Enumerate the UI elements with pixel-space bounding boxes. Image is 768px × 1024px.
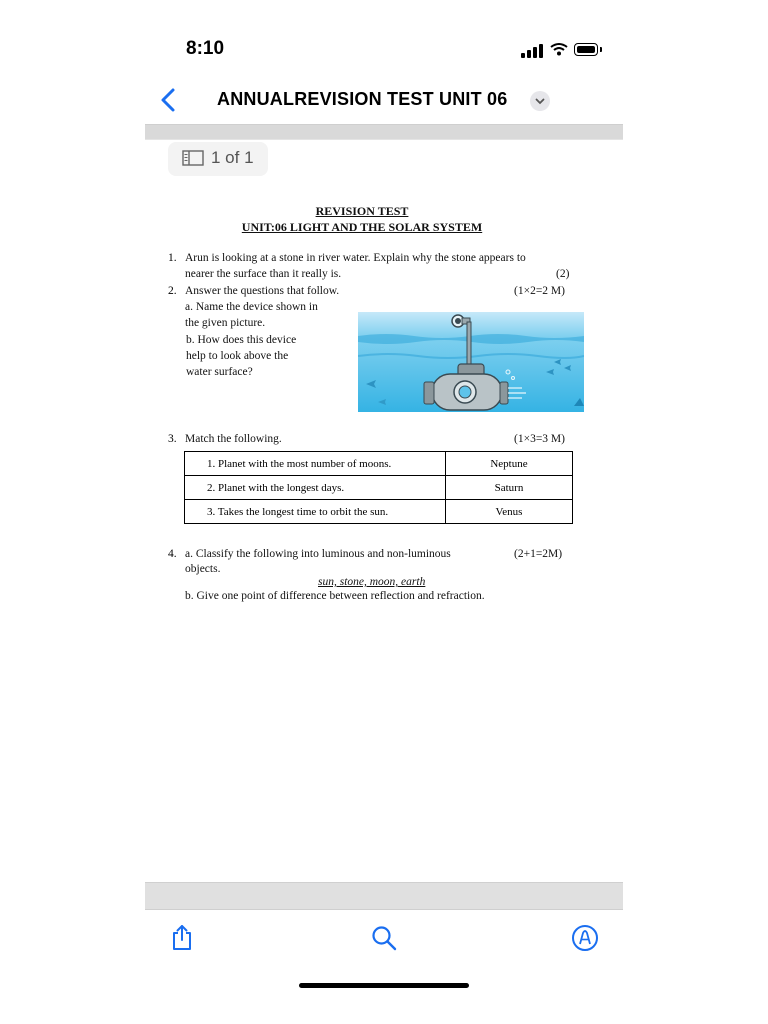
page-count-text: 1 of 1 bbox=[211, 148, 254, 167]
markup-icon[interactable] bbox=[571, 924, 599, 952]
q1-text-line1: Arun is looking at a stone in river water. Explain why the stone appears to bbox=[185, 252, 526, 264]
wifi-icon bbox=[550, 42, 568, 56]
back-chevron-icon[interactable] bbox=[158, 86, 180, 114]
match-left-cell: 2. Planet with the longest days. bbox=[185, 476, 446, 500]
battery-icon bbox=[574, 43, 598, 56]
match-left-cell: 1. Planet with the most number of moons. bbox=[185, 452, 446, 476]
q4-b-text: b. Give one point of difference between reflection and refraction. bbox=[185, 590, 485, 602]
table-row bbox=[185, 452, 573, 476]
table-row bbox=[185, 500, 573, 524]
top-page-separator bbox=[145, 124, 623, 140]
q2-a-line2: the given picture. bbox=[185, 317, 266, 329]
q4-number: 4. bbox=[168, 548, 177, 560]
q2-a-line1: a. Name the device shown in bbox=[185, 301, 318, 313]
match-left-cell: 3. Takes the longest time to orbit the sun. bbox=[185, 500, 446, 524]
q1-text-line2: nearer the surface than it really is. bbox=[185, 268, 342, 280]
q2-b-line1: b. How does this device bbox=[186, 334, 297, 346]
q4-marks: (2+1=2M) bbox=[514, 548, 563, 560]
cellular-signal-icon bbox=[521, 44, 545, 58]
q2-number: 2. bbox=[168, 285, 177, 297]
periscope-submarine-picture bbox=[358, 312, 584, 412]
q4-a-line1: a. Classify the following into luminous and non-luminous bbox=[185, 548, 451, 560]
bottom-page-separator bbox=[145, 882, 623, 910]
match-right-cell: Neptune bbox=[446, 452, 573, 476]
match-right-cell: Venus bbox=[446, 500, 573, 524]
match-table bbox=[184, 451, 573, 524]
q3-text: Match the following. bbox=[185, 433, 282, 445]
q3-marks: (1×3=3 M) bbox=[514, 433, 565, 445]
search-icon[interactable] bbox=[371, 925, 397, 951]
status-time: 8:10 bbox=[186, 38, 225, 59]
q3-number: 3. bbox=[168, 433, 177, 445]
title-chevron-icon[interactable] bbox=[530, 91, 550, 111]
match-right-cell: Saturn bbox=[446, 476, 573, 500]
q1-marks: (2) bbox=[556, 268, 570, 280]
battery-tip bbox=[600, 47, 602, 52]
share-icon[interactable] bbox=[170, 923, 194, 951]
q2-b-line3: water surface? bbox=[186, 366, 253, 378]
q4-a-line2: objects. bbox=[185, 563, 221, 575]
q2-text: Answer the questions that follow. bbox=[185, 285, 340, 297]
page-icon bbox=[182, 150, 204, 166]
home-indicator[interactable] bbox=[299, 983, 469, 988]
test-subheading: UNIT:06 LIGHT AND THE SOLAR SYSTEM bbox=[241, 220, 483, 234]
test-heading: REVISION TEST bbox=[315, 204, 409, 218]
q4-word-list: sun, stone, moon, earth bbox=[318, 576, 426, 588]
q1-number: 1. bbox=[168, 252, 177, 264]
q2-b-line2: help to look above the bbox=[186, 350, 289, 362]
q2-marks: (1×2=2 M) bbox=[514, 285, 565, 297]
document-title[interactable]: ANNUALREVISION TEST UNIT 06 bbox=[217, 89, 508, 109]
table-row bbox=[185, 476, 573, 500]
